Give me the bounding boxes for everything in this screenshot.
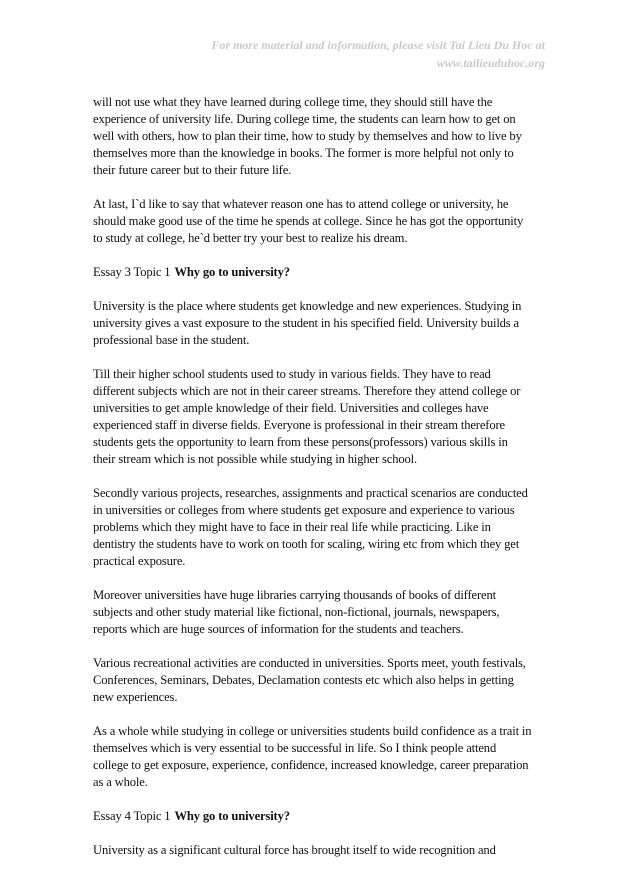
paragraph (93, 366, 545, 468)
text-line: in universities or colleges from where students get exposure and experience to various (93, 503, 515, 517)
text-line: should make good use of the time he spends at college. Since he has got the opportunity (93, 214, 524, 228)
header-line-1: For more material and information, please visit Tai Lieu Du Hoc at (211, 38, 545, 52)
text-line: new experiences. (93, 690, 178, 704)
document-body (93, 94, 545, 876)
paragraph (93, 655, 545, 706)
text-line: college to get exposure, experience, confidence, increased knowledge, career preparation (93, 758, 529, 772)
text-line: experience of university life. During college time, the students can learn how to get on (93, 112, 516, 126)
paragraph (93, 196, 545, 247)
text-line: students gets the opportunity to learn from these persons(professors) various skills in (93, 435, 508, 449)
essay-heading (93, 808, 545, 825)
page-header (125, 36, 545, 72)
text-line: their future career but to their future life. (93, 163, 292, 177)
essay-label: Essay 4 Topic 1 (93, 809, 171, 823)
text-line: Till their higher school students used to study in various fields. They have to read (93, 367, 491, 381)
text-line: to study at college, he`d better try your best to realize his dream. (93, 231, 408, 245)
paragraph (93, 298, 545, 349)
text-line: reports which are huge sources of information for the students and teachers. (93, 622, 464, 636)
text-line: problems which they might have to face in their real life while practicing. Like in (93, 520, 491, 534)
essay-label: Essay 3 Topic 1 (93, 265, 171, 279)
essay-title: Why go to university? (174, 265, 290, 279)
paragraph (93, 723, 545, 791)
essay-heading (93, 264, 545, 281)
text-line: experienced staff in diverse fields. Everyone is professional in their stream therefore (93, 418, 505, 432)
text-line: At last, I`d like to say that whatever reason one has to attend college or university, he (93, 197, 509, 211)
text-line: themselves which is very essential to be successful in life. So I think people attend (93, 741, 497, 755)
text-line: different subjects which are not in their career streams. Therefore they attend college or (93, 384, 521, 398)
text-line: Secondly various projects, researches, assignments and practical scenarios are conducted (93, 486, 528, 500)
text-line: universities to get ample knowledge of their field. Universities and colleges have (93, 401, 489, 415)
text-line: professional base in the student. (93, 333, 250, 347)
text-line: dentistry the students have to work on tooth for scaling, wiring etc from which they get (93, 537, 520, 551)
text-line: Moreover universities have huge libraries carrying thousands of books of different (93, 588, 496, 602)
text-line: themselves more than the knowledge in books. The former is more helpful not only to (93, 146, 514, 160)
header-line-2: www.tailieuduhoc.org (436, 56, 545, 70)
text-line: Conferences, Seminars, Debates, Declamation contests etc which also helps in getting (93, 673, 514, 687)
text-line: university gives a vast exposure to the student in his specified field. University builds a (93, 316, 520, 330)
text-line: as a whole. (93, 775, 148, 789)
paragraph (93, 587, 545, 638)
text-line: will not use what they have learned during college time, they should still have the (93, 95, 493, 109)
text-line: As a whole while studying in college or universities students build confidence as a trait in (93, 724, 532, 738)
text-line: well with others, how to plan their time, how to study by themselves and how to live by (93, 129, 522, 143)
text-line: subjects and other study material like fictional, non-fictional, journals, newspapers, (93, 605, 500, 619)
text-line: Various recreational activities are conducted in universities. Sports meet, youth festivals, (93, 656, 526, 670)
essay-title: Why go to university? (174, 809, 290, 823)
paragraph (93, 485, 545, 570)
text-line: practical exposure. (93, 554, 186, 568)
text-line: University as a significant cultural force has brought itself to wide recognition and (93, 843, 496, 857)
paragraph (93, 842, 545, 859)
text-line: University is the place where students get knowledge and new experiences. Studying in (93, 299, 522, 313)
paragraph (93, 94, 545, 179)
text-line: their stream which is not possible while studying in higher school. (93, 452, 417, 466)
